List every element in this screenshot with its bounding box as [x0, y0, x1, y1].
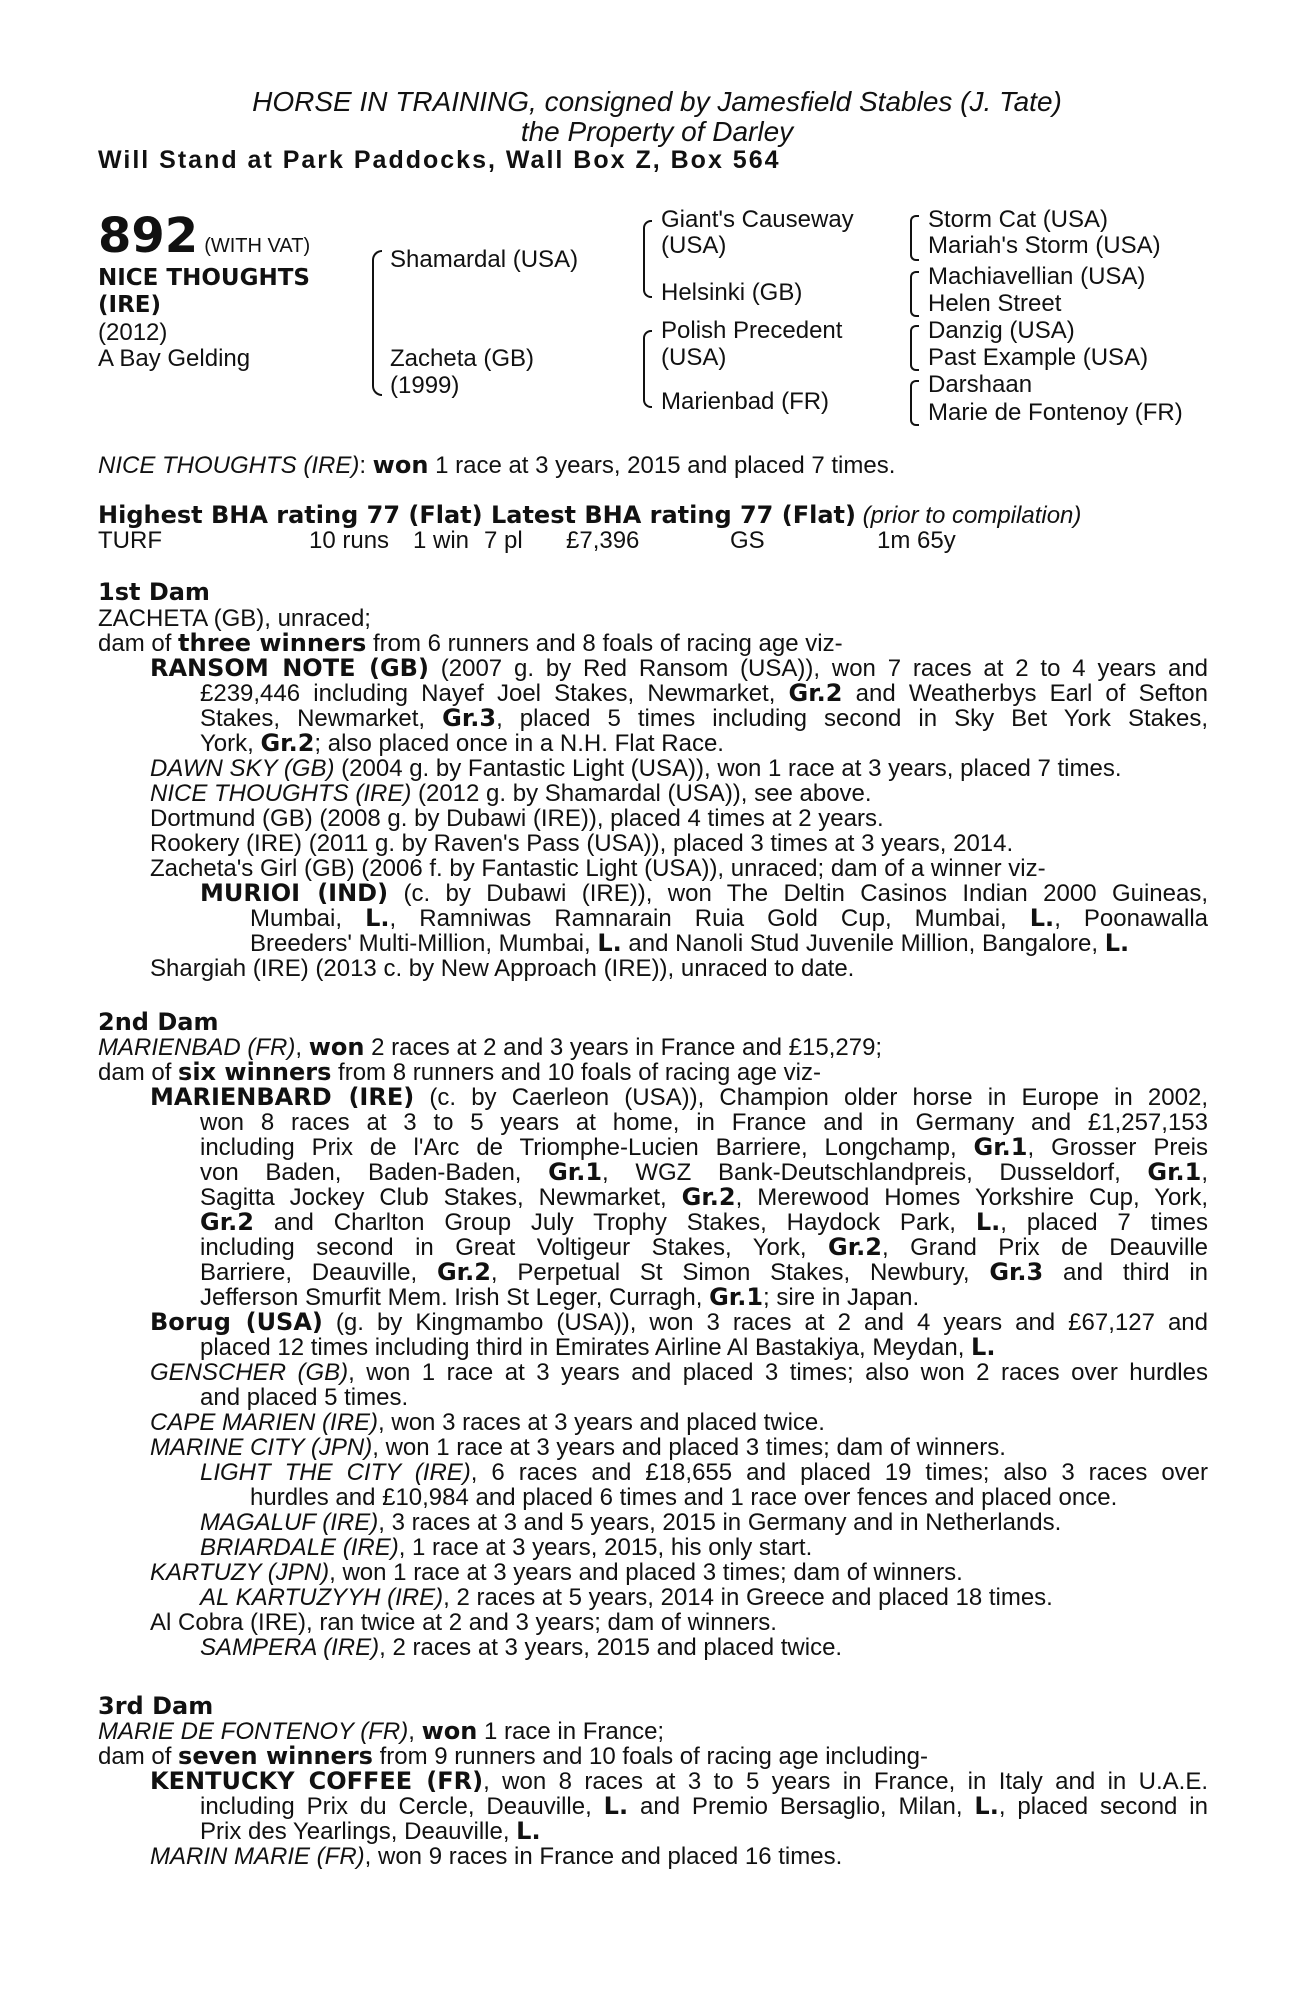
progeny-genscher: GENSCHER (GB), won 1 race at 3 years and placed 3 times; also won 2 races over hurdles — [150, 1359, 1208, 1386]
horse-year: (2012) — [98, 319, 168, 346]
progeny-dawn-sky: DAWN SKY (GB) (2004 g. by Fantastic Light (USA)), won 1 race at 3 years, placed 7 times. — [150, 755, 1122, 782]
progeny-al-cobra: Al Cobra (IRE), ran twice at 2 and 3 years; dam of winners. — [150, 1609, 777, 1636]
record-placed: 7 pl — [484, 527, 523, 554]
sire-sire-country: (USA) — [661, 232, 727, 259]
section-heading: 1st Dam — [98, 578, 210, 606]
great-granddam-1: Mariah's Storm (USA) — [928, 232, 1161, 259]
horse-name: NICE THOUGHTS — [98, 265, 310, 291]
progeny-marin-marie: MARIN MARIE (FR), won 9 races in France and placed 16 times. — [150, 1843, 843, 1870]
summary-horse-name: NICE THOUGHTS (IRE) — [98, 452, 360, 479]
great-grandsire-3: Danzig (USA) — [928, 317, 1075, 344]
progeny-kartuzy: KARTUZY (JPN), won 1 race at 3 years and placed 3 times; dam of winners. — [150, 1559, 963, 1586]
progeny-sampera: SAMPERA (IRE), 2 races at 3 years, 2015 and placed twice. — [200, 1634, 843, 1661]
pedigree-brace-7 — [910, 380, 919, 426]
progeny-ransom-note: RANSOM NOTE (GB) (2007 g. by Red Ransom (USA)), won 7 races at 2 to 4 years and — [150, 654, 1209, 682]
sire-name: Shamardal (USA) — [390, 246, 579, 273]
progeny-shargiah: Shargiah (IRE) (2013 c. by New Approach (IRE)), unraced to date. — [150, 955, 855, 982]
pedigree-brace-5 — [910, 271, 919, 317]
section-heading: 2nd Dam — [98, 1008, 219, 1036]
progeny-borug: Borug (USA) (g. by Kingmambo (USA)), won 3 races at 2 and 4 years and £67,127 and — [150, 1308, 1208, 1336]
progeny-light-the-city: LIGHT THE CITY (IRE), 6 races and £18,655 and placed 19 times; also 3 races over — [200, 1459, 1209, 1486]
great-granddam-4: Marie de Fontenoy (FR) — [928, 399, 1183, 426]
progeny-rookery: Rookery (IRE) (2011 g. by Raven's Pass (USA)), placed 3 times at 3 years, 2014. — [150, 830, 1014, 857]
record-going: GS — [730, 527, 765, 554]
dam-year: (1999) — [390, 372, 460, 399]
progeny-marienbard: MARIENBARD (IRE) (c. by Caerleon (USA)), Champion older horse in Europe in 2002, — [150, 1083, 1208, 1111]
great-grandsire-2: Machiavellian (USA) — [928, 263, 1146, 290]
stand-location: Will Stand at Park Paddocks, Wall Box Z, Box 564 — [98, 146, 781, 174]
lot-number: 892 — [98, 208, 199, 264]
vat-note: (WITH VAT) — [204, 235, 311, 257]
sire-sire: Giant's Causeway — [661, 206, 854, 233]
progeny-al-kartuzyyh: AL KARTUZYYH (IRE), 2 races at 5 years, 2014 in Greece and placed 18 times. — [200, 1584, 1053, 1611]
progeny-briardale: BRIARDALE (IRE), 1 race at 3 years, 2015, his only start. — [200, 1534, 813, 1561]
bha-rating: Highest BHA rating 77 (Flat) Latest BHA rating 77 (Flat) (prior to compilation) — [98, 501, 1082, 529]
pedigree-brace-6 — [910, 325, 919, 371]
catalogue-header-line-1: HORSE IN TRAINING, consigned by Jamesfield Stables (J. Tate) — [252, 86, 1062, 117]
record-wins: 1 win — [413, 527, 470, 554]
progeny-zachetas-girl: Zacheta's Girl (GB) (2006 f. by Fantastic Light (USA)), unraced; dam of a winner viz- — [150, 855, 1046, 882]
dam-sire: Polish Precedent — [661, 317, 843, 344]
pedigree-brace-4 — [910, 215, 919, 261]
record-runs: 10 runs — [309, 527, 390, 554]
progeny-murioi: MURIOI (IND) (c. by Dubawi (IRE)), won The Deltin Casinos Indian 2000 Guineas, — [200, 879, 1209, 907]
progeny-magaluf: MAGALUF (IRE), 3 races at 3 and 5 years, 2015 in Germany and in Netherlands. — [200, 1509, 1062, 1536]
lot-number-block — [98, 208, 310, 264]
record-surface: TURF — [98, 527, 162, 554]
record-prize-money: £7,396 — [566, 527, 640, 554]
progeny-cape-marien: CAPE MARIEN (IRE), won 3 races at 3 years and placed twice. — [150, 1409, 825, 1436]
horse-country: (IRE) — [98, 292, 162, 318]
dam-sire-country: (USA) — [661, 344, 727, 371]
sire-dam: Helsinki (GB) — [661, 279, 803, 306]
horse-description: A Bay Gelding — [98, 345, 251, 372]
section-heading: 3rd Dam — [98, 1692, 214, 1720]
dam-dam: Marienbad (FR) — [661, 388, 830, 415]
great-granddam-3: Past Example (USA) — [928, 344, 1149, 371]
pedigree-brace-3 — [643, 330, 652, 408]
record-distance: 1m 65y — [877, 527, 956, 554]
progeny-nice-thoughts: NICE THOUGHTS (IRE) (2012 g. by Shamardal (USA)), see above. — [150, 780, 872, 807]
great-granddam-2: Helen Street — [928, 290, 1062, 317]
progeny-dortmund: Dortmund (GB) (2008 g. by Dubawi (IRE)), placed 4 times at 2 years. — [150, 805, 884, 832]
pedigree-brace-2 — [643, 220, 652, 298]
dam-name: Zacheta (GB) — [390, 345, 535, 372]
progeny-kentucky-coffee: KENTUCKY COFFEE (FR), won 8 races at 3 to 5 years in France, in Italy and in U.A.E. — [150, 1767, 1208, 1795]
pedigree-brace-1 — [372, 250, 382, 396]
progeny-marine-city: MARINE CITY (JPN), won 1 race at 3 years and placed 3 times; dam of winners. — [150, 1434, 1006, 1461]
race-summary: NICE THOUGHTS (IRE): won 1 race at 3 years, 2015 and placed 7 times. — [98, 451, 896, 479]
catalogue-header-line-2: the Property of Darley — [520, 116, 794, 147]
great-grandsire-4: Darshaan — [928, 371, 1033, 398]
great-grandsire-1: Storm Cat (USA) — [928, 206, 1109, 233]
